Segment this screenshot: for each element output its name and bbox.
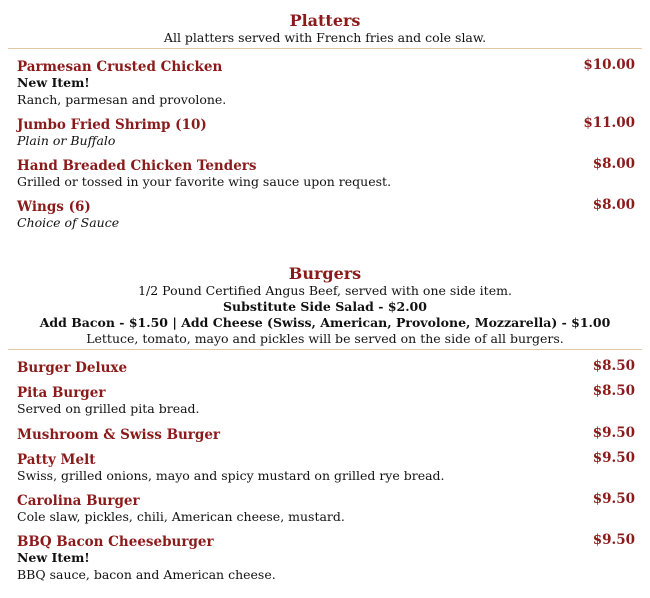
menu-item (17, 382, 637, 417)
menu-item (17, 114, 637, 149)
item-price: $8.00 (592, 156, 635, 172)
item-name: BBQ Bacon Cheeseburger (17, 534, 214, 550)
burgers-note: 1/2 Pound Certified Angus Beef, served with one side item. (138, 283, 512, 298)
toppings-note: Lettuce, tomato, mayo and pickles will be served on the side of all burgers. (86, 331, 564, 346)
burgers-header (0, 265, 650, 347)
item-name: Mushroom & Swiss Burger (17, 427, 221, 443)
item-price: $11.00 (583, 115, 635, 131)
menu-item (17, 155, 637, 190)
menu-item (17, 449, 637, 484)
item-name: Burger Deluxe (17, 360, 128, 376)
item-description: Choice of Sauce (17, 215, 120, 230)
new-item-label: New Item! (17, 75, 90, 90)
item-description: Plain or Buffalo (17, 133, 116, 148)
item-description: Swiss, grilled onions, mayo and spicy mustard on grilled rye bread. (17, 468, 445, 483)
burgers-title: Burgers (288, 264, 362, 283)
add-ons-note: Add Bacon - $1.50 | Add Cheese (Swiss, American, Provolone, Mozzarella) - $1.00 (39, 315, 611, 330)
menu-item (17, 531, 637, 583)
platters-title: Platters (289, 11, 361, 30)
item-description: Cole slaw, pickles, chili, American cheese, mustard. (17, 509, 345, 524)
menu-item (17, 56, 637, 108)
item-price: $10.00 (583, 57, 635, 73)
item-price: $9.50 (592, 450, 635, 466)
menu-item (17, 196, 637, 231)
item-price: $8.50 (592, 383, 635, 399)
item-description: Ranch, parmesan and provolone. (17, 92, 227, 107)
platters-divider (8, 48, 642, 49)
side-salad-note: Substitute Side Salad - $2.00 (223, 299, 427, 314)
menu-item (17, 490, 637, 525)
item-name: Hand Breaded Chicken Tenders (17, 158, 257, 174)
item-price: $9.50 (592, 532, 635, 548)
platters-header (0, 12, 650, 46)
item-description: Grilled or tossed in your favorite wing sauce upon request. (17, 174, 392, 189)
item-price: $8.00 (592, 197, 635, 213)
item-price: $8.50 (592, 358, 635, 374)
item-name: Pita Burger (17, 385, 106, 401)
item-price: $9.50 (592, 425, 635, 441)
item-name: Parmesan Crusted Chicken (17, 59, 223, 75)
item-description: BBQ sauce, bacon and American cheese. (17, 567, 276, 582)
item-name: Wings (6) (17, 199, 91, 215)
menu-item (17, 357, 637, 375)
item-name: Patty Melt (17, 452, 96, 468)
burgers-divider (8, 349, 642, 350)
item-name: Carolina Burger (17, 493, 140, 509)
new-item-label: New Item! (17, 550, 90, 565)
item-price: $9.50 (592, 491, 635, 507)
item-description: Served on grilled pita bread. (17, 401, 200, 416)
menu-item (17, 424, 637, 442)
item-name: Jumbo Fried Shrimp (10) (17, 117, 207, 133)
platters-note: All platters served with French fries and cole slaw. (163, 30, 487, 45)
